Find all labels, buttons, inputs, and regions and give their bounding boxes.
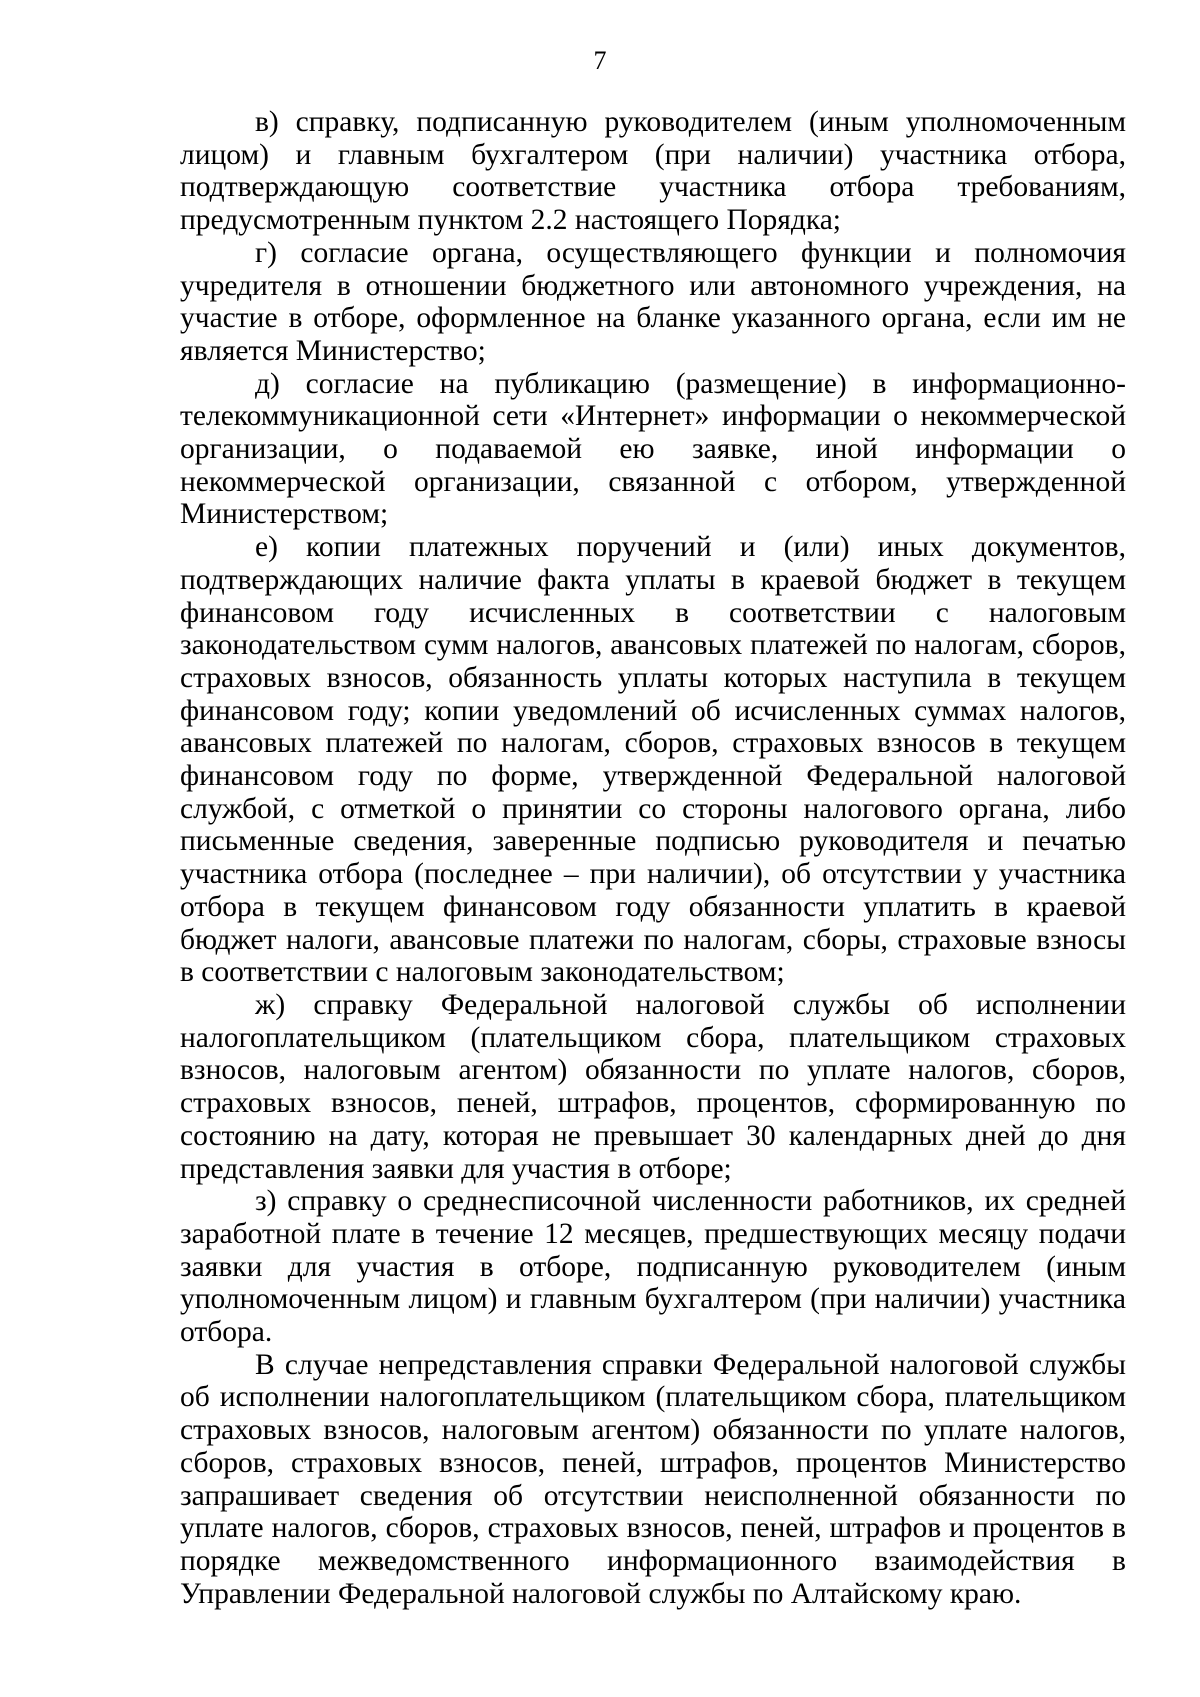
paragraph-item-v: в) справку, подписанную руководителем (иным уполномоченным лицом) и главным бухгалтером (при наличии) участника отбора, подтверждающую соответствие участника отбора требованиям, предусмотренным пунктом 2.2 настоящего Порядка;: [180, 106, 1126, 237]
paragraph-item-e: е) копии платежных поручений и (или) иных документов, подтверждающих наличие факта уплаты в краевой бюджет в текущем финансовом году исчисленных в соответствии с налоговым законодательством сумм налогов, авансовых платежей по налогам, сборов, страховых взносов, обязанность уплаты которых наступила в текущем финансовом году; копии уведомлений об исчисленных суммах налогов, авансовых платежей по налогам, сборов, страховых взносов в текущем финансовом году по форме, утвержденной Федеральной налоговой службой, с отметкой о принятии со стороны налогового органа, либо письменные сведения, заверенные подписью руководителя и печатью участника отбора (последнее – при наличии), об отсутствии у участника отбора в текущем финансовом году обязанности уплатить в краевой бюджет налоги, авансовые платежи по налогам, сборы, страховые взносы в соответствии с налоговым законодательством;: [180, 531, 1126, 989]
paragraph-item-g: г) согласие органа, осуществляющего функции и полномочия учредителя в отношении бюджетного или автономного учреждения, на участие в отборе, оформленное на бланке указанного органа, если им не является Министерство;: [180, 236, 1126, 367]
paragraph-item-z: з) справку о среднесписочной численности работников, их средней заработной плате в течение 12 месяцев, предшествующих месяцу подачи заявки для участия в отборе, подписанную руководителем (иным уполномоченным лицом) и главным бухгалтером (при наличии) участника отбора.: [180, 1185, 1126, 1349]
paragraph-item-d: д) согласие на публикацию (размещение) в информационно-телекоммуникационной сети «Интернет» информации о некоммерческой организации, о подаваемой ею заявке, иной информации о некоммерческой организации, связанной с отбором, утвержденной Министерством;: [180, 367, 1126, 531]
paragraph-item-zh: ж) справку Федеральной налоговой службы об исполнении налогоплательщиком (плательщиком сбора, плательщиком страховых взносов, налоговым агентом) обязанности по уплате налогов, сборов, страховых взносов, пеней, штрафов, процентов, сформированную по состоянию на дату, которая не превышает 30 календарных дней до дня представления заявки для участия в отборе;: [180, 988, 1126, 1185]
document-body: [180, 106, 1126, 1610]
paragraph-closing: В случае непредставления справки Федеральной налоговой службы об исполнении налогоплательщиком (плательщиком сбора, плательщиком страховых взносов, налоговым агентом) обязанности по уплате налогов, сборов, страховых взносов, пеней, штрафов, процентов Министерство запрашивает сведения об отсутствии неисполненной обязанности по уплате налогов, сборов, страховых взносов, пеней, штрафов и процентов в порядке межведомственного информационного взаимодействия в Управлении Федеральной налоговой службы по Алтайскому краю.: [180, 1348, 1126, 1610]
page-number: 7: [593, 46, 607, 75]
